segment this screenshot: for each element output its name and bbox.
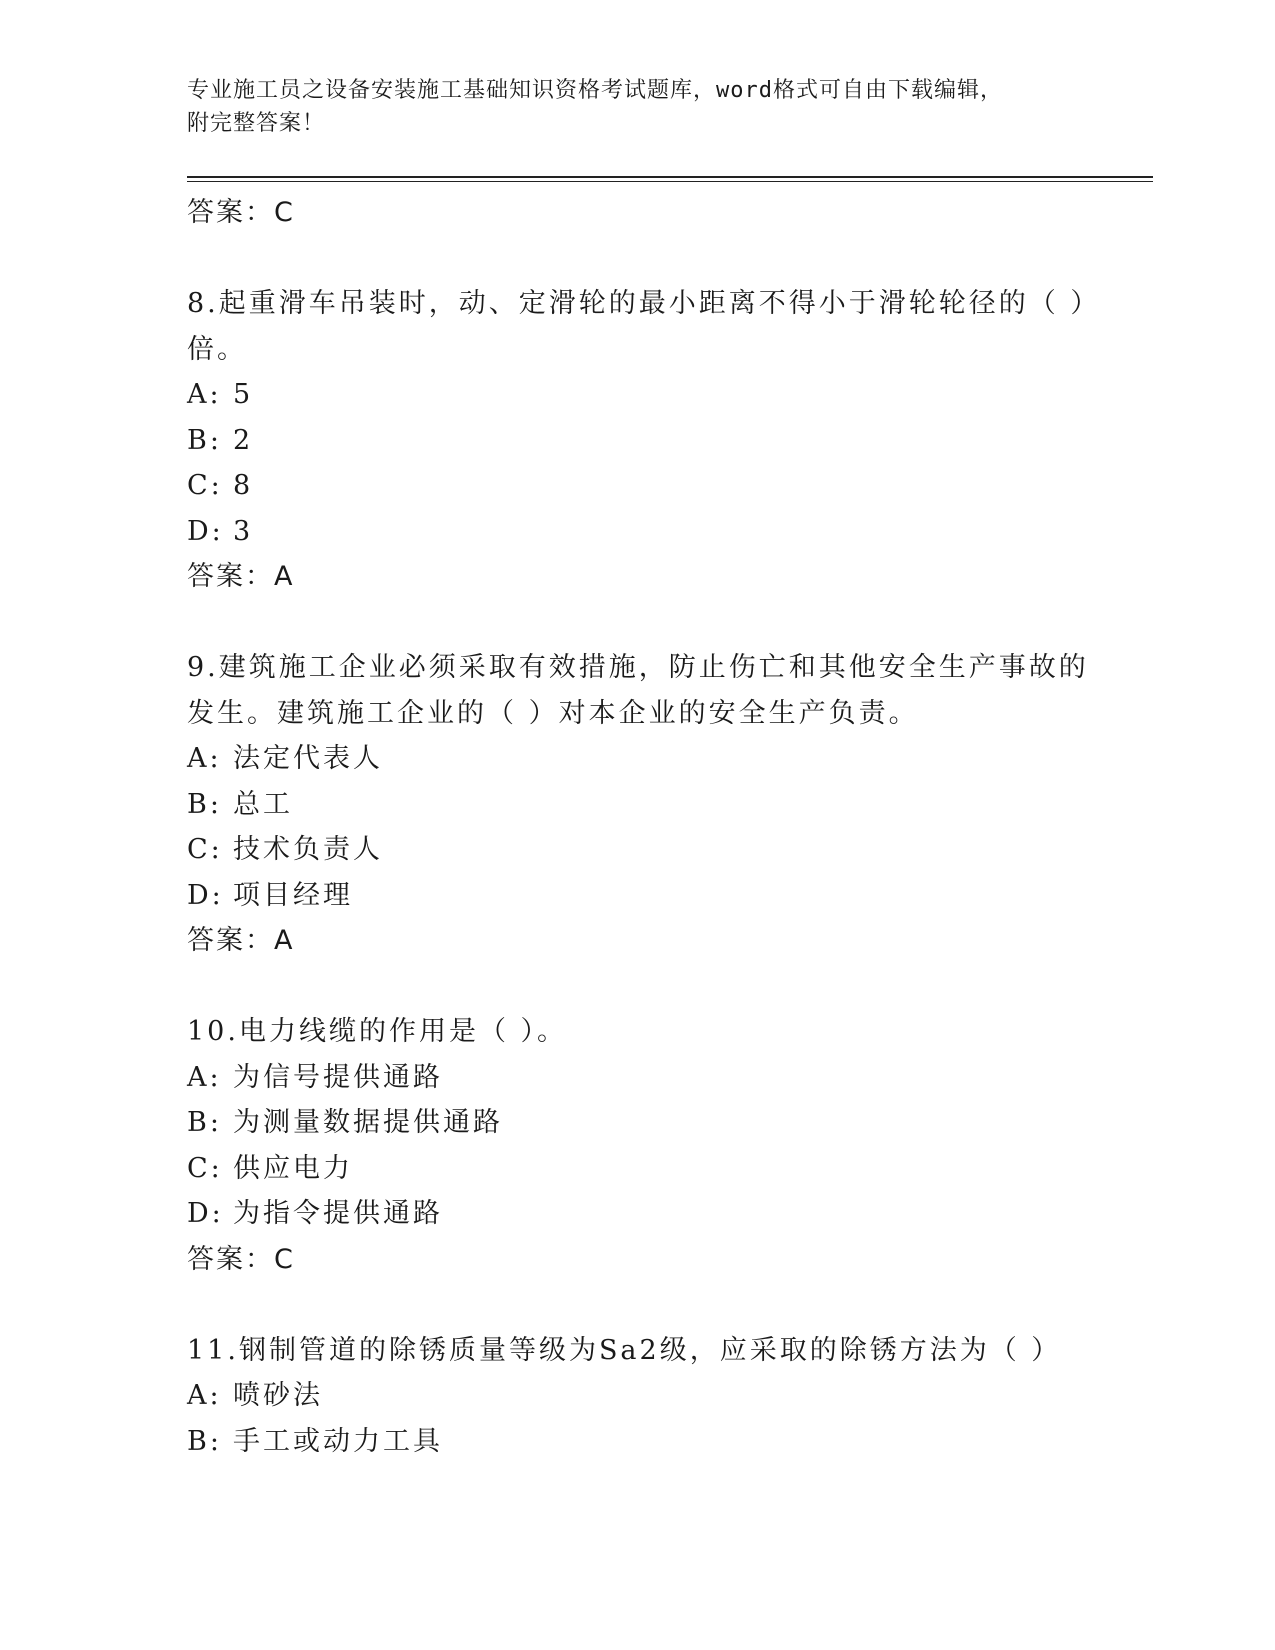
option-a (187, 1373, 1087, 1419)
option-key: A: (187, 1380, 222, 1411)
header-line-2: 附完整答案！ (187, 111, 326, 136)
option-b (187, 418, 1087, 464)
option-text: 为测量数据提供通路 (233, 1107, 503, 1138)
question-stem: 11.钢制管道的除锈质量等级为Sa2级，应采取的除锈方法为（ ） (187, 1334, 1062, 1366)
spacer (187, 600, 1087, 646)
question-item (187, 1328, 1087, 1465)
option-text: 项目经理 (233, 879, 353, 911)
spacer (187, 964, 1087, 1010)
option-text: 5 (233, 379, 254, 410)
option-text: 技术负责人 (233, 834, 383, 865)
option-a (187, 1055, 1087, 1101)
question-item (187, 1009, 1087, 1282)
option-d (187, 873, 1087, 919)
option-key: B: (187, 788, 222, 820)
option-text: 供应电力 (233, 1152, 353, 1184)
option-d (187, 1191, 1087, 1237)
option-text: 8 (233, 470, 254, 501)
option-key: B: (187, 1425, 222, 1457)
answer-line: 答案：C (187, 1243, 295, 1275)
header-line-1: 专业施工员之设备安装施工基础知识资格考试题库，word格式可自由下载编辑， (187, 78, 1003, 103)
question-stem: 8.起重滑车吊装时，动、定滑轮的最小距离不得小于滑轮轮径的（ ） (187, 288, 1101, 319)
option-a (187, 736, 1087, 782)
option-key: A: (187, 743, 222, 774)
option-text: 为信号提供通路 (233, 1061, 443, 1093)
option-b (187, 1100, 1087, 1146)
option-key: D: (187, 879, 224, 911)
option-key: C: (187, 1152, 223, 1184)
option-c (187, 827, 1087, 873)
spacer (187, 1282, 1087, 1328)
option-a (187, 372, 1087, 418)
option-key: D: (187, 1198, 224, 1229)
question-stem: 倍。 (187, 333, 247, 365)
option-d (187, 509, 1087, 555)
option-key: D: (187, 515, 224, 547)
option-text: 手工或动力工具 (233, 1425, 443, 1457)
option-key: C: (187, 470, 223, 501)
option-text: 喷砂法 (233, 1380, 323, 1411)
answer-line: 答案：A (187, 925, 295, 956)
option-c (187, 1146, 1087, 1192)
question-item (187, 281, 1101, 600)
option-text: 总工 (233, 788, 293, 820)
header-divider-thick (187, 176, 1153, 178)
option-text: 法定代表人 (233, 743, 383, 774)
option-key: B: (187, 1107, 222, 1138)
option-c (187, 463, 1087, 509)
option-b (187, 1419, 1087, 1465)
answer-line: 答案：C (187, 197, 295, 228)
option-key: B: (187, 424, 222, 456)
question-list (187, 190, 1101, 1464)
header-divider-thin (187, 181, 1153, 182)
option-key: A: (187, 1061, 222, 1093)
option-key: C: (187, 834, 223, 865)
option-text: 2 (233, 424, 254, 456)
spacer (187, 236, 1087, 282)
option-text: 3 (233, 515, 254, 547)
option-key: A: (187, 379, 222, 410)
question-stem: 发生。建筑施工企业的（ ）对本企业的安全生产负责。 (187, 697, 919, 729)
question-item (187, 645, 1087, 964)
option-text: 为指令提供通路 (233, 1198, 443, 1229)
answer-line: 答案：A (187, 561, 295, 592)
question-stem: 9.建筑施工企业必须采取有效措施，防止伤亡和其他安全生产事故的 (187, 652, 1089, 683)
option-b (187, 782, 1087, 828)
question-stem: 10.电力线缆的作用是（ ）。 (187, 1016, 568, 1047)
document-header (187, 74, 1067, 140)
